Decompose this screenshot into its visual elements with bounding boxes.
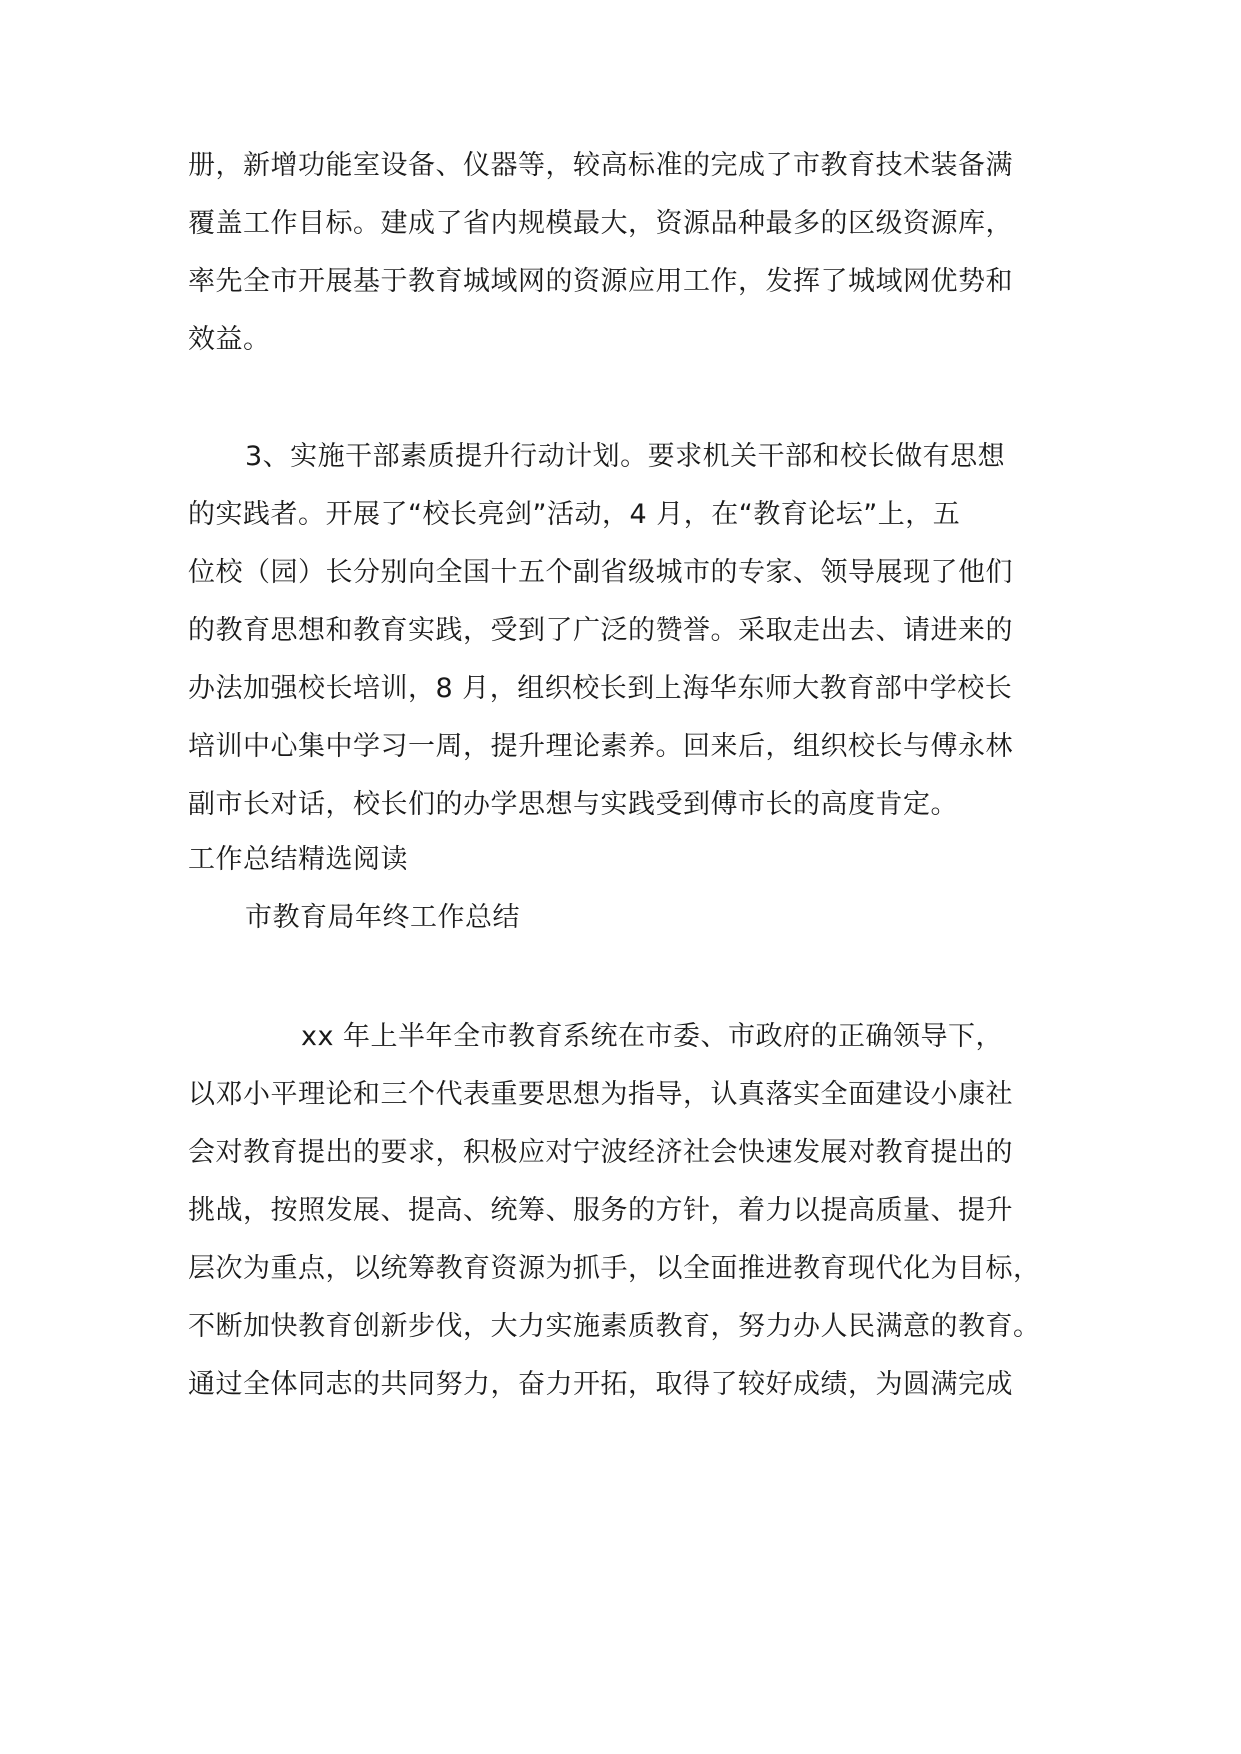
paragraph-2-line-6: 培训中心集中学习一周，提升理论素养。回来后，组织校长与傅永林 (188, 731, 1013, 762)
paragraph-2-line-2: 的实践者。开展了“校长亮剑”活动，4 月，在“教育论坛”上，五 (188, 499, 961, 530)
paragraph-2-line-3: 位校（园）长分别向全国十五个副省级城市的专家、领导展现了他们 (188, 557, 1013, 588)
paragraph-1-line-1: 册，新增功能室设备、仪器等，较高标准的完成了市教育技术装备满 (188, 150, 1013, 181)
paragraph-1-line-2: 覆盖工作目标。建成了省内规模最大，资源品种最多的区级资源库， (188, 208, 1013, 239)
paragraph-2-line-1: 3、实施干部素质提升行动计划。要求机关干部和校长做有思想 (245, 441, 1006, 472)
paragraph-3-line-3: 会对教育提出的要求，积极应对宁波经济社会快速发展对教育提出的 (188, 1137, 1013, 1168)
article-title: 市教育局年终工作总结 (245, 902, 520, 933)
paragraph-3-line-5: 层次为重点，以统筹教育资源为抓手，以全面推进教育现代化为目标， (188, 1253, 1041, 1284)
paragraph-2-line-4: 的教育思想和教育实践，受到了广泛的赞誉。采取走出去、请进来的 (188, 615, 1013, 646)
paragraph-2-line-7: 副市长对话，校长们的办学思想与实践受到傅市长的高度肯定。 (188, 789, 958, 820)
paragraph-1-line-3: 率先全市开展基于教育城域网的资源应用工作，发挥了城域网优势和 (188, 266, 1013, 297)
paragraph-3-line-2: 以邓小平理论和三个代表重要思想为指导，认真落实全面建设小康社 (188, 1079, 1013, 1110)
section-heading: 工作总结精选阅读 (188, 844, 408, 875)
paragraph-3-line-4: 挑战，按照发展、提高、统筹、服务的方针，着力以提高质量、提升 (188, 1195, 1013, 1226)
paragraph-1-line-4: 效益。 (188, 324, 271, 355)
paragraph-3-line-1: xx 年上半年全市教育系统在市委、市政府的正确领导下， (301, 1021, 1004, 1052)
paragraph-3-line-7: 通过全体同志的共同努力，奋力开拓，取得了较好成绩，为圆满完成 (188, 1369, 1013, 1400)
paragraph-2-line-5: 办法加强校长培训，8 月，组织校长到上海华东师大教育部中学校长 (188, 673, 1013, 704)
paragraph-3-line-6: 不断加快教育创新步伐，大力实施素质教育，努力办人民满意的教育。 (188, 1311, 1041, 1342)
